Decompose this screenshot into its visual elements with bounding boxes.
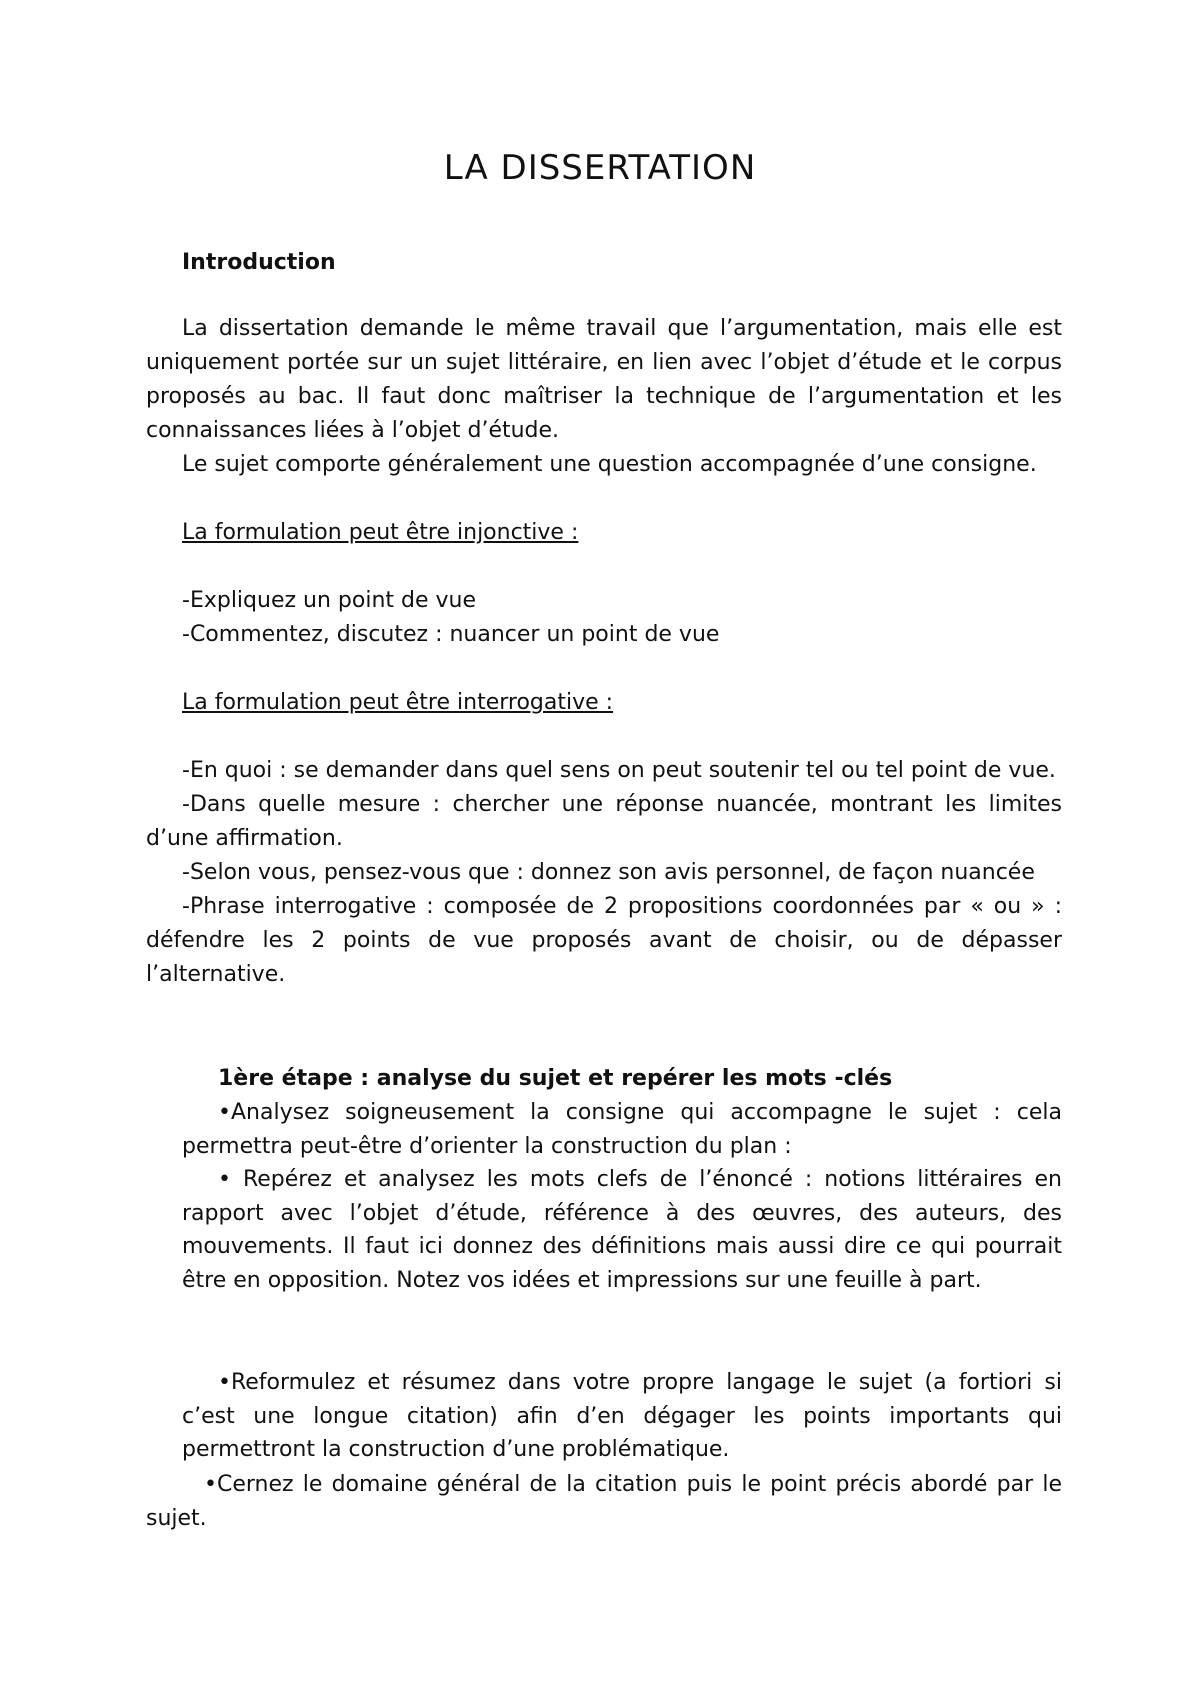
introduction-heading: Introduction [182, 250, 336, 275]
step1-heading: 1ère étape : analyse du sujet et repérer les mots -clés [218, 1066, 893, 1091]
interrogative-item-4: -Phrase interrogative : composée de 2 propositions coordonnées par « ou » : défendre les 2 points de vue proposés avant de choisir, ou de dépasser l’alternative. [146, 894, 1062, 987]
page-title: LA DISSERTATION [443, 148, 757, 188]
interrogative-heading [146, 686, 1062, 720]
interrogative-heading-text: La formulation peut être interrogative : [182, 690, 614, 715]
interrogative-item-3: -Selon vous, pensez-vous que : donnez son avis personnel, de façon nuancée [182, 860, 1035, 885]
step1-bullet-4: •Cernez le domaine général de la citation puis le point précis abordé par le sujet. [146, 1472, 1062, 1531]
step1-bullet-1: •Analysez soigneusement la consigne qui accompagne le sujet : cela permettra peut-être d’orienter la construction du plan : [182, 1100, 1062, 1159]
step1-bullet-3: •Reformulez et résumez dans votre propre langage le sujet (a fortiori si c’est une longue citation) afin d’en dégager les points importants qui permettront la construction d’une problématique. [182, 1370, 1062, 1462]
interrogative-item-2: -Dans quelle mesure : chercher une réponse nuancée, montrant les limites d’une affirmation. [146, 792, 1062, 851]
injunctive-heading [146, 516, 1062, 550]
injunctive-item-1: -Expliquez un point de vue [182, 588, 477, 613]
interrogative-item-1: -En quoi : se demander dans quel sens on peut soutenir tel ou tel point de vue. [182, 758, 1056, 783]
intro-paragraph-2: Le sujet comporte généralement une question accompagnée d’une consigne. [182, 452, 1037, 477]
injunctive-heading-text: La formulation peut être injonctive : [182, 520, 579, 545]
step1-bullet-2: • Repérez et analysez les mots clefs de l’énoncé : notions littéraires en rapport avec l’objet d’étude, référence à des œuvres, des auteurs, des mouvements. Il faut ici donnez des définitions mais aussi dire ce qui pourrait être en opposition. Notez vos idées et impressions sur une feuille à part. [182, 1167, 1062, 1293]
injunctive-item-2: -Commentez, discutez : nuancer un point de vue [182, 622, 720, 647]
intro-paragraph-1: La dissertation demande le même travail que l’argumentation, mais elle est uniquement portée sur un sujet littéraire, en lien avec l’objet d’étude et le corpus proposés au bac. Il faut donc maîtriser la technique de l’argumentation et les connaissances liées à l’objet d’étude. [146, 316, 1062, 443]
